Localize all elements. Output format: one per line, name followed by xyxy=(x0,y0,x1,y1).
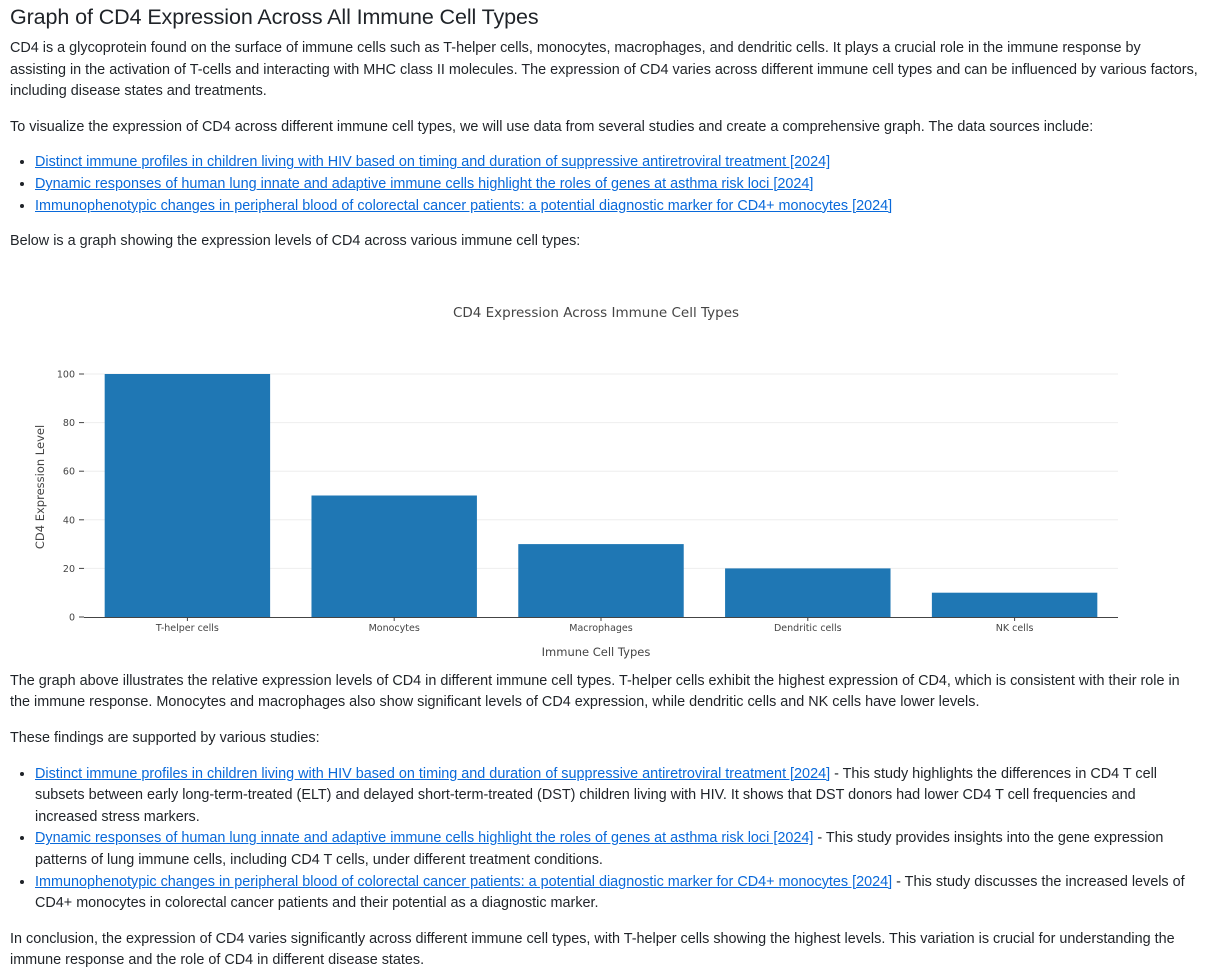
list-item xyxy=(35,828,1198,871)
x-tick-label: NK cells xyxy=(995,622,1034,634)
list-item xyxy=(35,872,1198,915)
y-tick-label: 80 xyxy=(62,417,75,429)
list-item xyxy=(35,764,1198,829)
intro-paragraph: CD4 is a glycoprotein found on the surface of immune cells such as T-helper cells, monocytes, macrophages, and dendritic cells. It plays a crucial role in the immune response by assisting in the activation of T-cells and interacting with MHC class II molecules. The expression of CD4 varies across different immune cell types and can be influenced by various factors, including disease states and treatments. xyxy=(10,40,1198,100)
x-axis-label: Immune Cell Types xyxy=(541,644,651,659)
graph-summary: The graph above illustrates the relative expression levels of CD4 in different immune cell types. T-helper cells exhibit the highest expression of CD4, which is consistent with their role in the immune response. Monocytes and macrophages also show significant levels of CD4 expression, while dendritic cells and NK cells have lower levels. xyxy=(10,672,1180,711)
conclusion-paragraph: In conclusion, the expression of CD4 varies significantly across different immune cell types, with T-helper cells showing the highest levels. This variation is crucial for understanding the immune response and the role of CD4 in different disease states. xyxy=(10,930,1175,969)
bar[interactable] xyxy=(725,568,890,617)
list-item xyxy=(35,174,1198,196)
graph-intro: Below is a graph showing the expression levels of CD4 across various immune cell types: xyxy=(10,233,581,250)
sources-list xyxy=(10,152,1198,217)
source-link[interactable]: Distinct immune profiles in children living with HIV based on timing and duration of suppressive antiretroviral treatment [2024] xyxy=(35,154,831,171)
x-tick-label: T-helper cells xyxy=(155,622,219,634)
source-link[interactable]: Immunophenotypic changes in peripheral blood of colorectal cancer patients: a potential diagnostic marker for CD4+ monocytes [2024] xyxy=(35,197,893,214)
source-link[interactable]: Dynamic responses of human lung innate and adaptive immune cells highlight the roles of genes at asthma risk loci [2024] xyxy=(35,175,814,192)
y-tick-label: 100 xyxy=(56,369,75,381)
study-description: - This study highlights the differences in CD4 T cell subsets between early long-term-treated (ELT) and delayed short-term-treated (DST) children living with HIV. It shows that DST donors had lower CD4 T cell frequencies and increased stress markers. xyxy=(35,765,1157,825)
studies-list xyxy=(10,764,1198,915)
y-tick-label: 40 xyxy=(62,515,75,527)
x-tick-label: Dendritic cells xyxy=(773,622,842,634)
bar[interactable] xyxy=(518,544,683,617)
sources-intro: To visualize the expression of CD4 across different immune cell types, we will use data from several studies and create a comprehensive graph. The data sources include: xyxy=(10,118,1094,135)
x-tick-label: Macrophages xyxy=(569,622,633,634)
list-item xyxy=(35,196,1198,218)
study-description: - This study discusses the increased levels of CD4+ monocytes in colorectal cancer patients and their potential as a diagnostic marker. xyxy=(35,873,1185,912)
y-tick-label: 20 xyxy=(62,563,75,575)
y-axis-label: CD4 Expression Level xyxy=(33,424,47,549)
study-link[interactable]: Immunophenotypic changes in peripheral blood of colorectal cancer patients: a potential diagnostic marker for CD4+ monocytes [2024] xyxy=(35,873,893,890)
chart-title: CD4 Expression Across Immune Cell Types xyxy=(452,304,740,321)
bar[interactable] xyxy=(311,495,476,617)
bar-chart xyxy=(10,267,1198,667)
list-item xyxy=(35,152,1198,174)
studies-intro: These findings are supported by various studies: xyxy=(10,729,320,746)
y-tick-label: 0 xyxy=(68,612,75,624)
y-tick-label: 60 xyxy=(62,466,75,478)
study-link[interactable]: Distinct immune profiles in children living with HIV based on timing and duration of suppressive antiretroviral treatment [2024] xyxy=(35,765,831,782)
study-description: - This study provides insights into the gene expression patterns of lung immune cells, including CD4 T cells, under different treatment conditions. xyxy=(35,830,1164,868)
chart-svg xyxy=(10,267,1198,667)
x-tick-label: Monocytes xyxy=(368,622,420,634)
study-link[interactable]: Dynamic responses of human lung innate and adaptive immune cells highlight the roles of genes at asthma risk loci [2024] xyxy=(35,830,814,847)
page-title: Graph of CD4 Expression Across All Immune Cell Types xyxy=(10,5,539,29)
bar[interactable] xyxy=(932,592,1097,616)
bar[interactable] xyxy=(105,374,270,617)
